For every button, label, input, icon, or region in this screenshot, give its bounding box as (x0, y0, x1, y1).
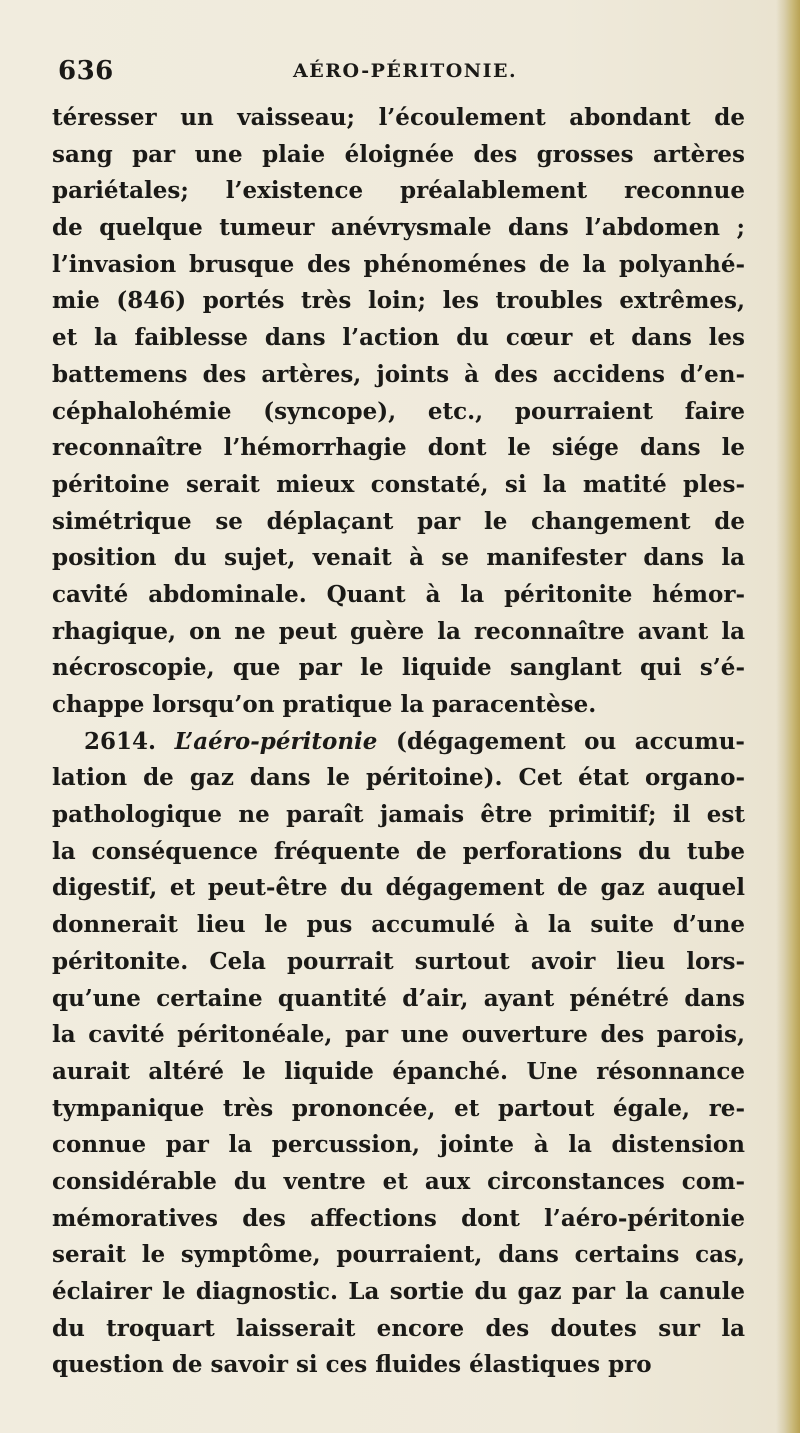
text-line: reconnaître l’hémorrhagie dont le siége dans le (52, 434, 745, 462)
text-line: de quelque tumeur anévrysmale dans l’abdomen ; (52, 214, 745, 242)
running-title: AÉRO-PÉRITONIE. (293, 60, 518, 82)
text-line: serait le symptôme, pourraient, dans certains cas, (52, 1241, 745, 1269)
text-line: la conséquence fréquente de perforations du tube (52, 837, 745, 865)
text-line: connue par la percussion, jointe à la distension (52, 1131, 745, 1159)
text-line: aurait altéré le liquide épanché. Une résonnance (52, 1057, 745, 1085)
text-line: donnerait lieu le pus accumulé à la suite d’une (52, 911, 745, 939)
italic-term: L’aéro-péritonie (174, 727, 378, 755)
text-line: question de savoir si ces fluides élastiques pro (52, 1351, 652, 1379)
text-line: considérable du ventre et aux circonstances com- (52, 1167, 745, 1195)
text-line: céphalohémie (syncope), etc., pourraient faire (52, 397, 745, 425)
text-line: mie (846) portés très loin; les troubles extrêmes, (52, 287, 745, 315)
text-line: chappe lorsqu’on pratique la paracentèse. (52, 691, 597, 718)
text-line: battemens des artères, joints à des accidens d’en- (52, 360, 745, 388)
paragraph-first-line-rest: (dégagement ou accumu- (395, 727, 745, 755)
text-line: téresser un vaisseau; l’écoulement abondant de (52, 104, 745, 131)
text-line: position du sujet, venait à se manifester dans la (52, 544, 745, 572)
text-line: l’invasion brusque des phénoménes de la polyanhé- (52, 250, 745, 278)
text-line: sang par une plaie éloignée des grosses artères (52, 140, 745, 168)
text-line: digestif, et peut-être du dégagement de gaz auquel (52, 874, 745, 902)
text-line: la cavité péritonéale, par une ouverture des parois, (52, 1021, 745, 1049)
text-line: éclairer le diagnostic. La sortie du gaz par la canule (52, 1278, 745, 1305)
text-line: tympanique très prononcée, et partout égale, re- (52, 1094, 745, 1122)
text-line: pariétales; l’existence préalablement reconnue (52, 177, 745, 205)
text-line: pathologique ne paraît jamais être primitif; il est (52, 801, 745, 829)
paragraph-number: 2614. (84, 727, 157, 755)
page-number: 636 (58, 56, 114, 86)
text-line: rhagique, on ne peut guère la reconnaître avant la (52, 617, 745, 645)
body-text (52, 100, 745, 1384)
text-line: cavité abdominale. Quant à la péritonite hémor- (52, 580, 745, 608)
text-line: nécroscopie, que par le liquide sanglant qui s’é- (52, 654, 745, 682)
paragraph-2614-first-line (52, 724, 745, 761)
page-edge-shading (776, 0, 800, 1433)
text-line: du troquart laisserait encore des doutes sur la (52, 1314, 745, 1342)
text-line: péritonite. Cela pourrait surtout avoir lieu lors- (52, 947, 745, 975)
text-line: lation de gaz dans le péritoine). Cet état organo- (52, 764, 745, 792)
text-line: qu’une certaine quantité d’air, ayant pénétré dans (52, 984, 745, 1012)
text-line: et la faiblesse dans l’action du cœur et dans les (52, 324, 745, 352)
running-head (0, 50, 800, 90)
text-line: mémoratives des affections dont l’aéro-péritonie (52, 1204, 745, 1232)
text-line: péritoine serait mieux constaté, si la matité ples- (52, 470, 745, 498)
text-line: simétrique se déplaçant par le changement de (52, 507, 745, 535)
